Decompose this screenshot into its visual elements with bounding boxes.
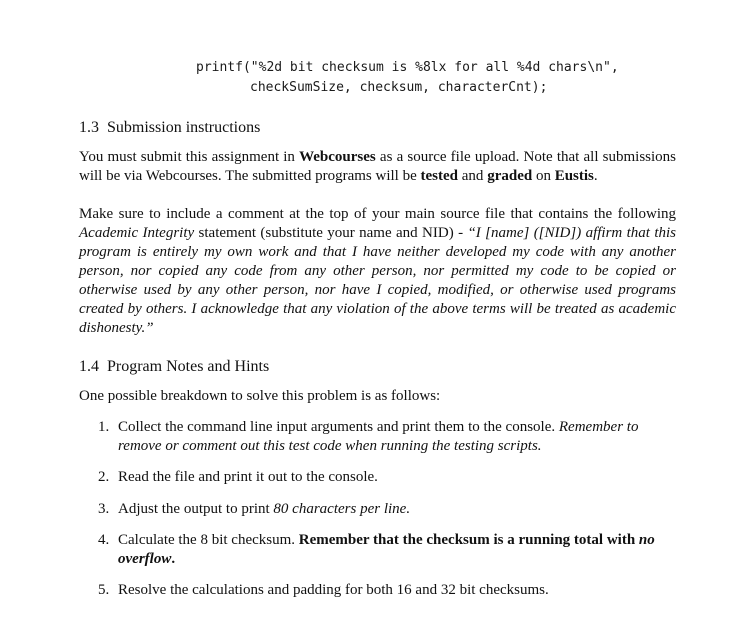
code-line-printf: printf("%2d bit checksum is %8lx for all %4d chars\n", bbox=[196, 60, 619, 75]
text-run: You must submit this assignment in bbox=[79, 149, 300, 165]
list-number: 1. bbox=[98, 419, 110, 435]
italic-note: 80 characters per line. bbox=[273, 501, 411, 517]
list-number: 5. bbox=[98, 582, 110, 598]
section-number: 1.3 bbox=[79, 119, 99, 136]
text-run: Read the file and print it out to the console. bbox=[118, 469, 378, 485]
text-run: on bbox=[532, 168, 555, 184]
bold-tested: tested bbox=[420, 168, 459, 184]
bold-eustis: Eustis bbox=[554, 168, 594, 184]
text-run: Resolve the calculations and padding for both 16 and 32 bit checksums. bbox=[118, 582, 549, 598]
bold-italic-no-overflow: no overflow bbox=[118, 532, 655, 567]
text-run: statement (substitute your name and NID) - bbox=[194, 225, 468, 241]
hints-intro: One possible breakdown to solve this problem is as follows: bbox=[79, 388, 441, 404]
section-number: 1.4 bbox=[79, 358, 99, 375]
text-run: as a source file upload. Note that all submissions will be via Webcourses. The submitted programs will be bbox=[79, 149, 676, 184]
list-number: 3. bbox=[98, 501, 110, 517]
integrity-statement: “I [name] ([NID]) affirm that this program is entirely my own work and that I have neither developed my code with any another person, nor copied any code from any other person, nor permitted my code to be copied or otherwise used by any other person, nor have I copied, modified, or otherwise used programs created by others. I acknowledge that any violation of the above terms will be treated as academic dishonesty.” bbox=[79, 225, 676, 336]
italic-academic-integrity: Academic Integrity bbox=[79, 225, 195, 241]
bold-graded: graded bbox=[487, 168, 533, 184]
text-run: . bbox=[593, 168, 598, 184]
submission-paragraph bbox=[79, 148, 676, 186]
section-title: Program Notes and Hints bbox=[107, 358, 270, 375]
list-item-text bbox=[118, 531, 676, 569]
list-item-text bbox=[118, 418, 676, 456]
list-item-text bbox=[118, 500, 676, 519]
integrity-paragraph bbox=[79, 205, 676, 338]
list-number: 4. bbox=[98, 532, 110, 548]
text-run: Adjust the output to print bbox=[118, 501, 274, 517]
section-heading-submission bbox=[79, 118, 260, 138]
bold-period: . bbox=[171, 551, 176, 567]
bold-webcourses: Webcourses bbox=[299, 149, 376, 165]
text-run: and bbox=[458, 168, 488, 184]
bold-note: Remember that the checksum is a running total with bbox=[298, 532, 639, 548]
code-line-args: checkSumSize, checksum, characterCnt); bbox=[250, 80, 548, 95]
list-item-text bbox=[118, 468, 676, 487]
italic-note: Remember to remove or comment out this test code when running the testing scripts. bbox=[118, 419, 639, 454]
text-run: Make sure to include a comment at the top of your main source file that contains the following bbox=[79, 206, 676, 222]
section-title: Submission instructions bbox=[107, 119, 261, 136]
text-run: Collect the command line input arguments and print them to the console. bbox=[118, 419, 559, 435]
list-number: 2. bbox=[98, 469, 110, 485]
section-heading-hints bbox=[79, 357, 269, 377]
list-item-text bbox=[118, 581, 676, 600]
text-run: Calculate the 8 bit checksum. bbox=[118, 532, 299, 548]
